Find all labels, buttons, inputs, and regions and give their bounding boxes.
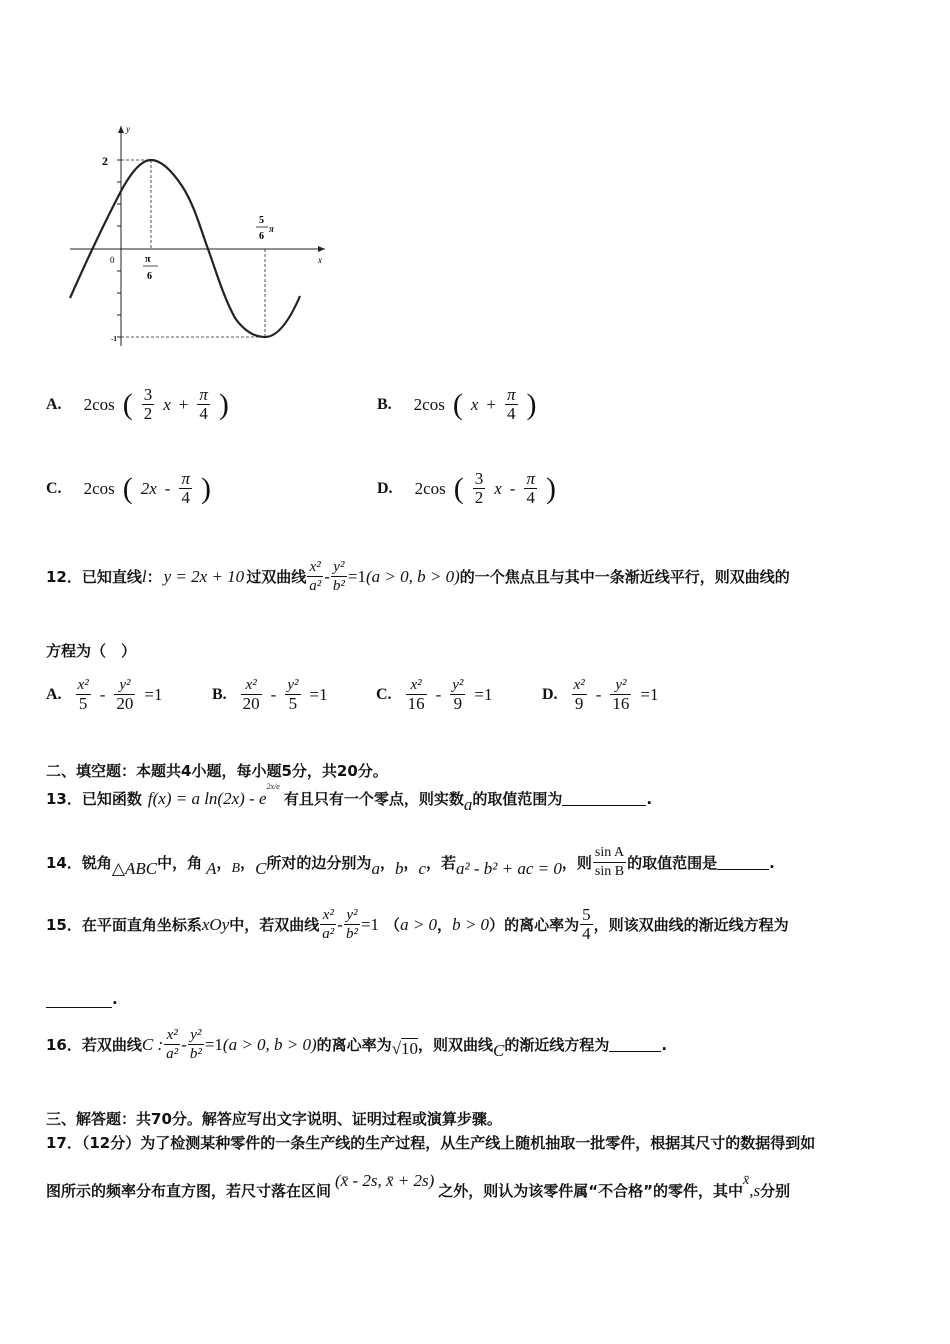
answer-blank[interactable] [609,1037,661,1052]
q17-line2: 图所示的频率分布直方图，若尺寸落在区间 (x̄ - 2s, x̄ + 2s) 之外，则认为该零件属“不合格”的零件，其中 x̄ ,s 分别 [46,1170,791,1200]
answer-blank[interactable] [46,993,112,1008]
question-number: 12． [46,568,82,586]
equals-one: =1 [309,684,328,704]
fraction: $\frac{\text{x²}}{20}$ [242,677,260,713]
question-number: 15． [46,916,82,934]
fraction: $\frac{\pi}{4}$ [526,469,535,507]
y-axis-label: y [126,124,130,134]
fraction: $\frac{3}{2}$ [143,385,153,423]
option-label: A. [46,685,62,703]
line-equation: y = 2x + 10 [163,566,245,586]
answer-blank[interactable] [717,855,769,870]
fraction: $\frac{\pi}{4}$ [181,469,190,507]
fraction: $\frac{3}{2}$ [474,469,484,507]
q13: 13． 已知函数 f(x) = a ln(2x) - e $^{2x/e}$ 有且只有一个零点，则实数 a 的取值范围为 . [46,782,653,814]
origin-label: 0 [110,255,115,265]
variable: x [470,394,479,414]
option-label: C. [376,685,392,703]
cosine-graph [60,118,340,353]
fraction: $\frac{\text{y²}}{9}$ [452,677,464,713]
term: 2x [140,478,157,498]
q16: 16． 若双曲线 C : $\frac{\text{x²}}{\text{a²}}$ - $\frac{\text{y²}}{\text{b²}}$ =1 (a > 0, b > 0) 的离心率为 √10 ，则双曲线 C 的渐近线方程为 . [46,1027,668,1062]
option-label: B. [212,685,227,703]
operator: + [486,394,496,414]
fraction: $\frac{\pi}{4}$ [199,385,208,423]
q15: 15． 在平面直角坐标系 xOy 中，若双曲线 $\frac{\text{x²}}{\text{a²}}$ - $\frac{\text{y²}}{\text{b²}}$ =1 （ a > 0 ， b > 0 ） 的离心率为 $\frac{5}{4}$ ，则该双曲线的渐近线方程为 [46,905,789,943]
question-number: 16． [46,1036,82,1054]
q15-answer-line: . [46,990,118,1008]
operator: - [509,478,516,498]
fraction: $\frac{\text{y²}}{5}$ [287,677,299,713]
condition: (a > 0, b > 0) [222,1034,317,1054]
option-label: B. [377,395,392,413]
q12-option-c[interactable]: C. $\frac{\text{x²}}{16}$ - $\frac{\text{y²}}{9}$ =1 [376,677,493,713]
section-heading-solution: 三、解答题：共70分。解答应写出文字说明、证明过程或演算步骤。 [46,1110,502,1128]
question-number: 14． [46,854,82,872]
interval: (x̄ - 2s, x̄ + 2s) [335,1170,435,1190]
func-name: 2cos [83,478,115,498]
q12-stem: 12． 已知直线 l ： y = 2x + 10 过双曲线 $\frac{\text{x²}}{\text{a²}}$ - $\frac{\text{y²}}{\text{b²}}$ =1 (a > 0, b > 0) 的一个焦点且与其中一条渐近线平行，则双曲线的 [46,559,790,594]
option-label: A. [46,395,62,413]
fraction: $\frac{\text{x²}}{9}$ [573,677,585,713]
equals-one: =1 [144,684,163,704]
condition: a² - b² + ac = 0 [456,858,562,878]
func-name: 2cos [414,478,446,498]
x-tick1-num: π [145,254,151,265]
operator: - [164,478,171,498]
y-min-tick-label: -1 [111,335,117,343]
q12-option-d[interactable]: D. $\frac{\text{x²}}{9}$ - $\frac{\text{y²}}{16}$ =1 [542,677,659,713]
fraction: $\frac{\text{x²}}{16}$ [407,677,425,713]
q12-stem-line2: 方程为（ ） [46,642,137,660]
func-name: 2cos [413,394,445,414]
q11-option-d[interactable]: D. 2cos ( $\frac{3}{2}$ x - $\frac{\pi}{4}$ ) [377,469,556,507]
q14: 14． 锐角 △ABC 中，角 A ， B ， C 所对的边分别为 a ， b ， c ，若 a² - b² + ac = 0 ，则 $\frac{\text{sin A}}{\text{sin B}}$ 的取值范围是 . [46,845,775,879]
x-axis-label: x [318,255,322,265]
q12-option-a[interactable]: A. $\frac{\text{x²}}{5}$ - $\frac{\text{y²}}{20}$ =1 [46,677,163,713]
y-max-tick-label: 2 [102,154,108,168]
q12-option-b[interactable]: B. $\frac{\text{x²}}{20}$ - $\frac{\text{y²}}{5}$ =1 [212,677,328,713]
fraction: $\frac{\text{y²}}{20}$ [116,677,134,713]
x-tick2-pi: π [269,224,274,234]
option-label: C. [46,479,62,497]
fraction: $\frac{\pi}{4}$ [506,385,516,423]
sqrt: √10 [391,1038,419,1058]
exponent: 2x/e [266,782,280,791]
q11-option-c[interactable]: C. 2cos ( 2x - $\frac{\pi}{4}$ ) [46,469,211,507]
x-tick2-num: 5 [259,215,264,226]
section-heading-fill-in: 二、填空题：本题共4小题，每小题5分，共20分。 [46,762,388,780]
function-expression: f(x) = a ln(2x) - e [147,788,267,808]
variable: x [494,478,502,498]
condition: (a > 0, b > 0) [365,566,460,586]
q17-line1: 17．（12分）为了检测某种零件的一条生产线的生产过程，从生产线上随机抽取一批零件，根据其尺寸的数据得到如 [46,1134,816,1152]
variable: x [163,394,171,414]
x-tick1-den: 6 [147,271,152,282]
q11-option-a[interactable]: A. 2cos ( $\frac{3}{2}$ x + $\frac{\pi}{4}$ ) [46,385,229,423]
x-tick2-den: 6 [259,231,264,242]
option-label: D. [377,479,393,497]
fraction: $\frac{\text{x²}}{5}$ [77,677,89,713]
func-name: 2cos [83,394,115,414]
fraction: $\frac{\text{y²}}{16}$ [612,677,630,713]
question-number: 13． [46,790,82,808]
operator: + [178,394,189,414]
option-label: D. [542,685,558,703]
equals-one: =1 [640,684,659,704]
answer-blank[interactable] [562,791,646,806]
q12-options [46,676,906,728]
equals-one: =1 [474,684,493,704]
q11-option-b[interactable]: B. 2cos ( x + $\frac{\pi}{4}$ ) [377,385,537,423]
